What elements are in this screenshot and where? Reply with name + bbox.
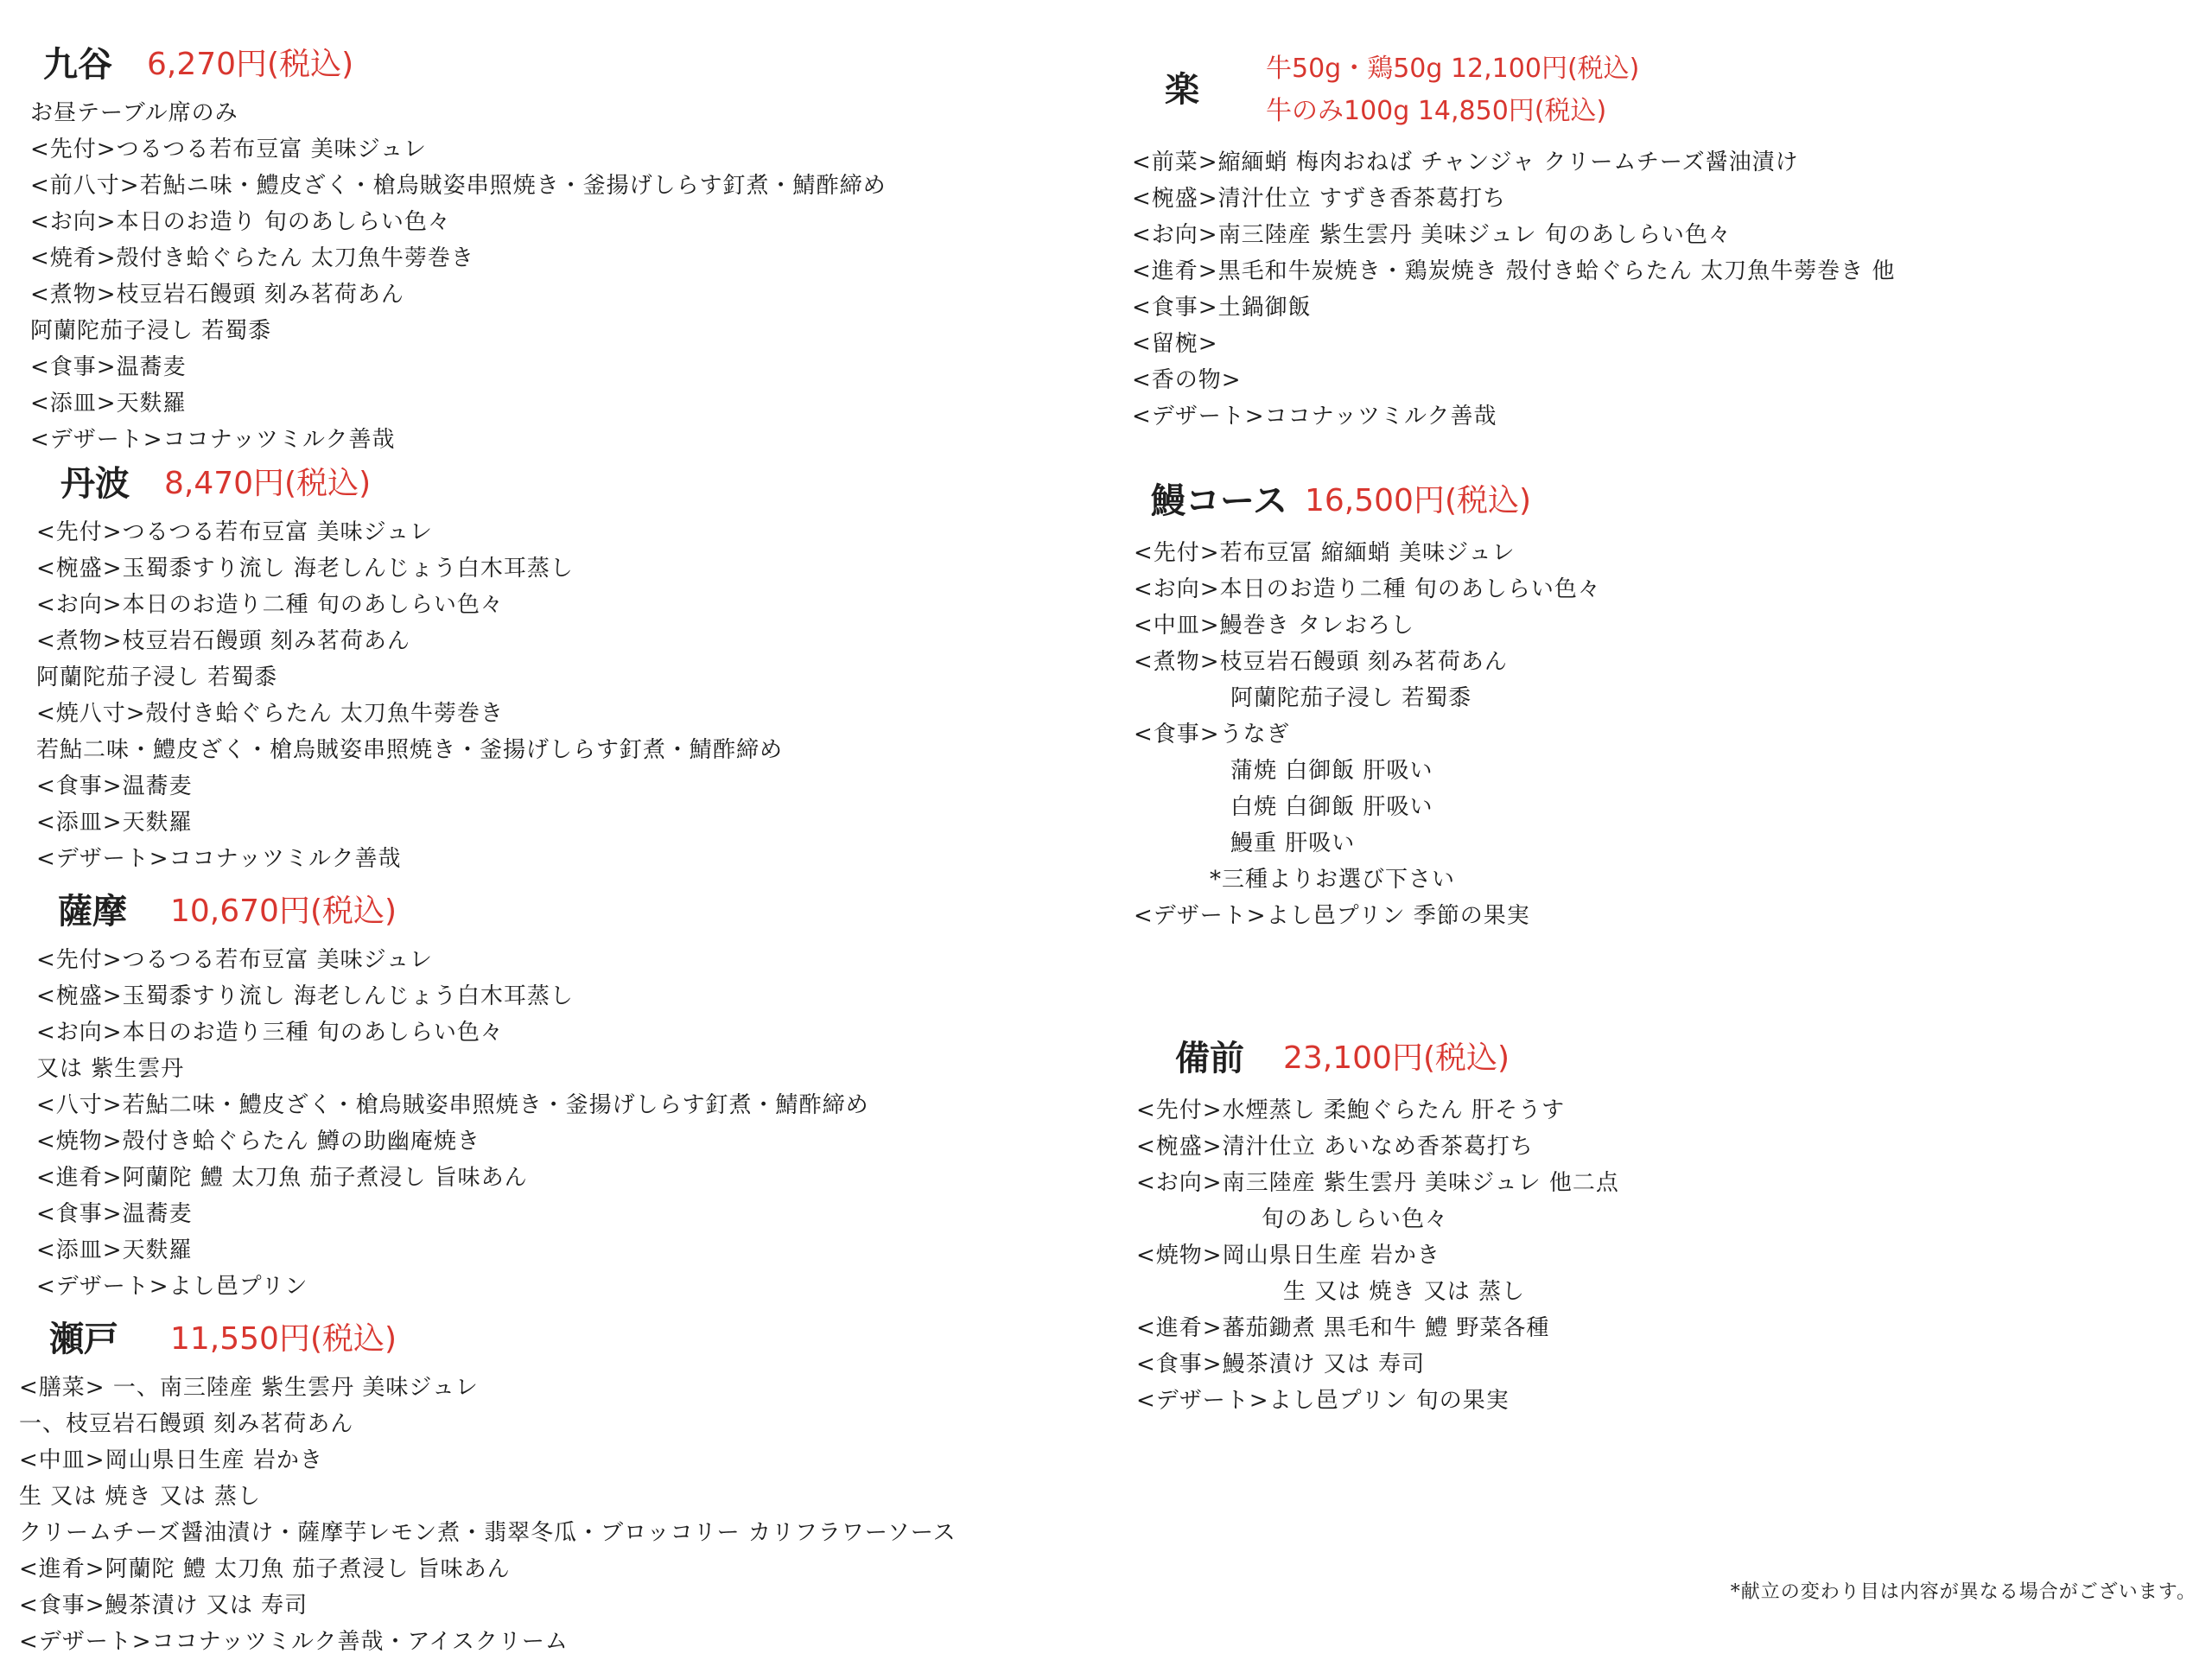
course-kutani [30, 35, 887, 458]
course-price: 牛のみ100g 14,850円(税込) [1266, 96, 1607, 126]
menu-item: 生 又は 焼き 又は 蒸し [1283, 1279, 1526, 1305]
course-tamba [36, 454, 783, 877]
course-price: 6,270円(税込) [147, 47, 354, 82]
menu-item: <食事>温蕎麦 [30, 354, 187, 380]
menu-list [36, 942, 869, 1305]
menu-item: <食事>鰻茶漬け 又は 寿司 [1136, 1352, 1426, 1377]
menu-item: <お向>本日のお造り三種 旬のあしらい色々 [36, 1020, 504, 1046]
menu-item: <食事>鰻茶漬け 又は 寿司 [19, 1593, 308, 1619]
course-price: 11,550円(税込) [170, 1321, 397, 1357]
menu-item: お昼テーブル席のみ [30, 100, 238, 126]
menu-item: <添皿>天麩羅 [36, 810, 193, 836]
menu-item: <煮物>枝豆岩石饅頭 刻み茗荷あん [1134, 649, 1508, 675]
footnote: *献立の変わり目は内容が異なる場合がございます。 [1730, 1581, 2196, 1603]
menu-item: <先付>つるつる若布豆富 美味ジュレ [30, 137, 428, 162]
menu-item: <煮物>枝豆岩石饅頭 刻み茗荷あん [36, 628, 410, 654]
menu-list [1136, 1092, 1619, 1419]
menu-item: *三種よりお選び下さい [1210, 867, 1456, 893]
course-name: 瀬戸 [49, 1320, 118, 1359]
course-seto [19, 1309, 957, 1660]
menu-item: <デザート>ココナッツミルク善哉 [36, 846, 402, 872]
menu-item: <椀盛>玉蜀黍すり流し 海老しんじょう白木耳蒸し [36, 983, 574, 1009]
menu-item: <進肴>阿蘭陀 鱧 太刀魚 茄子煮浸し 旨味あん [19, 1556, 511, 1582]
course-name: 九谷 [43, 45, 112, 85]
course-name: 鰻コース [1151, 481, 1287, 521]
menu-list [1132, 144, 1895, 435]
menu-item: 阿蘭陀茄子浸し 若蜀黍 [36, 665, 278, 690]
menu-item: <食事>温蕎麦 [36, 1201, 193, 1227]
menu-item: <先付>つるつる若布豆富 美味ジュレ [36, 947, 434, 973]
menu-item: <煮物>枝豆岩石饅頭 刻み茗荷あん [30, 282, 404, 308]
menu-item: <先付>水煙蒸し 柔鮑ぐらたん 肝そうす [1136, 1097, 1566, 1123]
menu-item: 鰻重 肝吸い [1230, 830, 1356, 856]
course-bizen [1136, 1028, 1619, 1419]
menu-item: <デザート>ココナッツミルク善哉 [30, 427, 396, 453]
menu-item: <デザート>ココナッツミルク善哉・アイスクリーム [19, 1629, 569, 1655]
menu-item: <お向>本日のお造り二種 旬のあしらい色々 [1134, 576, 1601, 602]
menu-item: <留椀> [1132, 331, 1218, 357]
menu-item: <椀盛>玉蜀黍すり流し 海老しんじょう白木耳蒸し [36, 556, 574, 582]
menu-item: <椀盛>清汁仕立 すずき香茶葛打ち [1132, 186, 1507, 212]
menu-item: <焼物>殻付き蛤ぐらたん 鱒の助幽庵焼き [36, 1129, 480, 1154]
course-name: 丹波 [60, 464, 130, 504]
menu-item: 若鮎二味・鱧皮ざく・槍烏賊姿串照焼き・釜揚げしらす釘煮・鯖酢締め [36, 737, 784, 763]
menu-item: 阿蘭陀茄子浸し 若蜀黍 [1230, 685, 1472, 711]
menu-list [1134, 535, 1601, 934]
course-raku [1132, 48, 1895, 435]
menu-item: <進肴>阿蘭陀 鱧 太刀魚 茄子煮浸し 旨味あん [36, 1165, 528, 1191]
price-options [1266, 48, 1639, 132]
menu-item: <焼肴>殻付き蛤ぐらたん 太刀魚牛蒡巻き [30, 245, 474, 271]
menu-item: <添皿>天麩羅 [36, 1237, 193, 1263]
menu-item: <デザート>よし邑プリン 旬の果実 [1136, 1388, 1510, 1414]
course-name: 薩摩 [58, 892, 127, 932]
menu-list [36, 514, 783, 877]
menu-item: <食事>温蕎麦 [36, 773, 193, 799]
menu-item: クリームチーズ醤油漬け・薩摩芋レモン煮・翡翠冬瓜・ブロッコリー カリフラワーソース [19, 1520, 957, 1546]
menu-item: 又は 紫生雲丹 [36, 1056, 185, 1082]
course-price: 10,670円(税込) [170, 894, 397, 929]
menu-item: <進肴>黒毛和牛炭焼き・鶏炭焼き 殻付き蛤ぐらたん 太刀魚牛蒡巻き 他 [1132, 258, 1896, 284]
menu-item: 一、枝豆岩石饅頭 刻み茗荷あん [19, 1411, 354, 1437]
menu-item: <先付>若布豆冨 縮緬蛸 美味ジュレ [1134, 540, 1516, 566]
course-price: 23,100円(税込) [1283, 1040, 1510, 1076]
course-unagi [1134, 471, 1601, 934]
menu-item: <お向>南三陸産 紫生雲丹 美味ジュレ 旬のあしらい色々 [1132, 222, 1732, 248]
menu-item: <添皿>天麩羅 [30, 391, 187, 417]
menu-list [19, 1370, 957, 1660]
menu-item: <八寸>若鮎二味・鱧皮ざく・槍烏賊姿串照焼き・釜揚げしらす釘煮・鯖酢締め [36, 1092, 869, 1118]
menu-item: 白焼 白御飯 肝吸い [1230, 794, 1433, 820]
menu-item: <椀盛>清汁仕立 あいなめ香茶葛打ち [1136, 1134, 1534, 1160]
menu-item: <中皿>岡山県日生産 岩かき [19, 1447, 323, 1473]
menu-item: <焼物>岡山県日生産 岩かき [1136, 1243, 1440, 1269]
menu-item: <香の物> [1132, 367, 1242, 393]
menu-item: <食事>うなぎ [1134, 722, 1290, 747]
menu-item: <前菜>縮緬蛸 梅肉おねば チャンジャ クリームチーズ醤油漬け [1132, 149, 1799, 175]
course-price: 16,500円(税込) [1305, 483, 1532, 518]
menu-list [30, 95, 887, 458]
menu-item: <中皿>鰻巻き タレおろし [1134, 613, 1414, 639]
menu-item: <デザート>よし邑プリン 季節の果実 [1134, 903, 1530, 929]
menu-item: 蒲焼 白御飯 肝吸い [1230, 758, 1433, 784]
menu-item: 阿蘭陀茄子浸し 若蜀黍 [30, 318, 272, 344]
menu-item: <お向>本日のお造り二種 旬のあしらい色々 [36, 592, 504, 618]
menu-item: <デザート>よし邑プリン [36, 1274, 308, 1300]
menu-item: <膳菜> 一、南三陸産 紫生雲丹 美味ジュレ [19, 1375, 479, 1401]
menu-item: <食事>土鍋御飯 [1132, 295, 1312, 321]
menu-item: <お向>南三陸産 紫生雲丹 美味ジュレ 他二点 [1136, 1170, 1619, 1196]
menu-item: <進肴>蕃茄鋤煮 黒毛和牛 鱧 野菜各種 [1136, 1315, 1550, 1341]
course-name: 備前 [1175, 1039, 1244, 1078]
menu-item: 生 又は 焼き 又は 蒸し [19, 1484, 262, 1510]
course-name: 楽 [1165, 70, 1199, 110]
menu-item: <先付>つるつる若布豆富 美味ジュレ [36, 519, 434, 545]
course-price: 8,470円(税込) [164, 466, 372, 501]
menu-item: <お向>本日のお造り 旬のあしらい色々 [30, 209, 451, 235]
menu-item: <デザート>ココナッツミルク善哉 [1132, 404, 1497, 429]
course-price: 牛50g・鶏50g 12,100円(税込) [1266, 54, 1640, 84]
menu-item: 旬のあしらい色々 [1262, 1206, 1449, 1232]
course-satsuma [36, 881, 869, 1305]
menu-item: <焼八寸>殻付き蛤ぐらたん 太刀魚牛蒡巻き [36, 701, 504, 727]
menu-item: <前八寸>若鮎ニ味・鱧皮ざく・槍烏賊姿串照焼き・釜揚げしらす釘煮・鯖酢締め [30, 173, 887, 199]
